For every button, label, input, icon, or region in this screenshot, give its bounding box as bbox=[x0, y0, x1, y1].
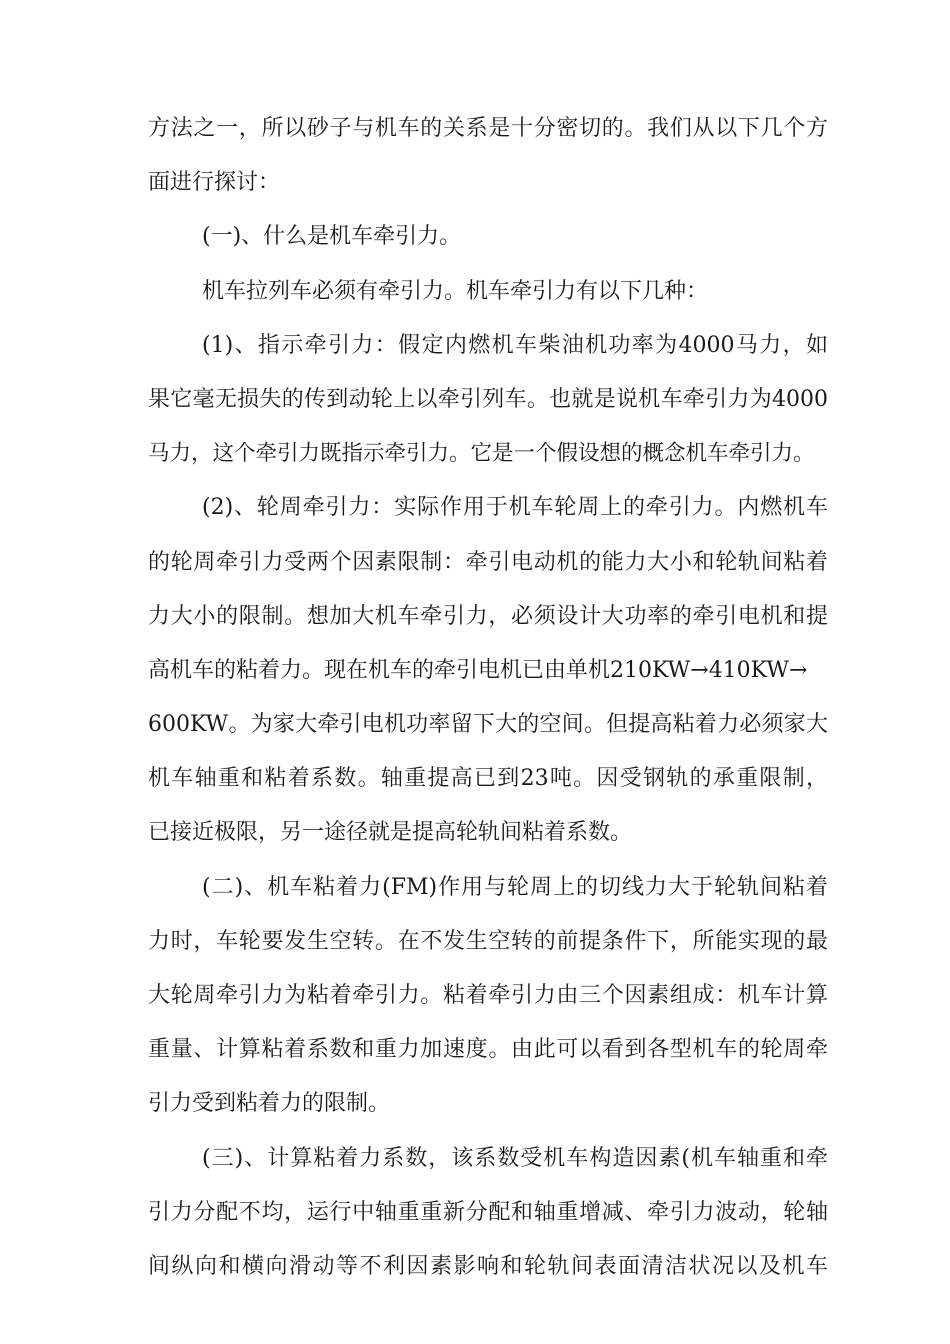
text-line: 600KW。为家大牵引电机功率留下大的空间。但提高粘着力必须家大 bbox=[148, 712, 828, 738]
text-line: (一)、什么是机车牵引力。 bbox=[202, 224, 462, 250]
text-line: 重量、计算粘着系数和重力加速度。由此可以看到各型机车的轮周牵 bbox=[148, 1037, 828, 1063]
text-line: 机车轴重和粘着系数。轴重提高已到23吨。因受钢轨的承重限制， bbox=[148, 766, 828, 792]
text-line: 间纵向和横向滑动等不利因素影响和轮轨间表面清洁状况以及机车 bbox=[148, 1253, 828, 1279]
text-line: (三)、计算粘着力系数，该系数受机车构造因素(机车轴重和牵 bbox=[202, 1145, 828, 1171]
text-line: 机车拉列车必须有牵引力。机车牵引力有以下几种： bbox=[202, 278, 709, 304]
text-line: 引力受到粘着力的限制。 bbox=[148, 1091, 391, 1117]
text-line: (1)、指示牵引力：假定内燃机车柴油机功率为4000马力，如 bbox=[202, 332, 828, 358]
text-line: 高机车的粘着力。现在机车的牵引电机已由单机210KW→410KW→ bbox=[148, 657, 808, 683]
text-line: (2)、轮周牵引力：实际作用于机车轮周上的牵引力。内燃机车 bbox=[202, 495, 828, 521]
document-body bbox=[148, 102, 828, 1294]
text-line: (二)、机车粘着力(FM)作用与轮周上的切线力大于轮轨间粘着 bbox=[202, 874, 828, 900]
text-line: 面进行探讨： bbox=[148, 170, 281, 196]
text-line: 引力分配不均，运行中轴重重新分配和轴重增减、牵引力波动，轮轴 bbox=[148, 1199, 828, 1225]
text-line: 力大小的限制。想加大机车牵引力，必须设计大功率的牵引电机和提 bbox=[148, 603, 828, 629]
text-line: 力时，车轮要发生空转。在不发生空转的前提条件下，所能实现的最 bbox=[148, 928, 828, 954]
text-line: 方法之一，所以砂子与机车的关系是十分密切的。我们从以下几个方 bbox=[148, 116, 828, 141]
text-line: 果它毫无损失的传到动轮上以牵引列车。也就是说机车牵引力为4000 bbox=[148, 386, 828, 412]
text-line: 已接近极限，另一途径就是提高轮轨间粘着系数。 bbox=[148, 820, 633, 846]
text-line: 的轮周牵引力受两个因素限制：牵引电动机的能力大小和轮轨间粘着 bbox=[148, 549, 828, 575]
text-line: 马力，这个牵引力既指示牵引力。它是一个假设想的概念机车牵引力。 bbox=[148, 441, 815, 467]
text-line: 大轮周牵引力为粘着牵引力。粘着牵引力由三个因素组成：机车计算 bbox=[148, 983, 828, 1008]
